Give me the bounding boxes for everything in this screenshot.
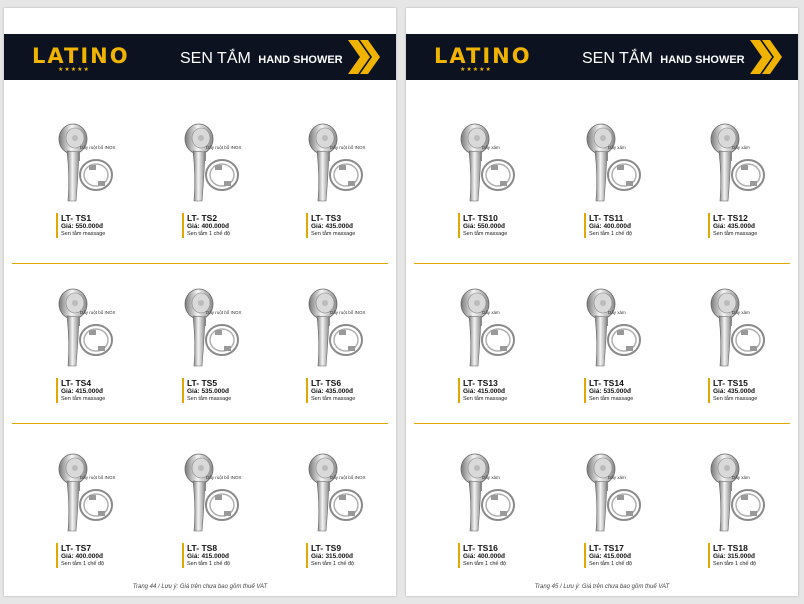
shower-hose-image xyxy=(478,316,518,360)
shower-hose-image xyxy=(202,316,242,360)
product-description: Sen tắm massage xyxy=(311,396,356,402)
product-price: Giá: 435.000đ xyxy=(713,223,755,230)
product-info xyxy=(708,378,757,403)
brand-logo: LATINO xyxy=(434,44,532,68)
product-card[interactable] xyxy=(708,103,798,263)
product-card[interactable] xyxy=(306,268,396,428)
product-price: Giá: 415.000đ xyxy=(61,388,103,395)
product-price: Giá: 415.000đ xyxy=(589,553,631,560)
row-divider xyxy=(414,423,790,424)
product-card[interactable] xyxy=(584,268,694,428)
product-description: Sen tắm massage xyxy=(713,396,758,402)
product-card[interactable] xyxy=(182,268,292,428)
product-description: Sen tắm 1 chế độ xyxy=(187,561,231,567)
product-code: LT- TS4 xyxy=(61,378,92,388)
product-description: Sen tắm massage xyxy=(463,231,508,237)
hose-label: Dây xám xyxy=(732,145,750,150)
product-card[interactable] xyxy=(584,433,694,593)
chevron-right-icon xyxy=(746,38,786,76)
hose-label: Dây ruột bố INOX xyxy=(330,475,366,480)
hose-label: Dây xám xyxy=(608,310,626,315)
product-card[interactable] xyxy=(56,268,166,428)
product-code: LT- TS5 xyxy=(187,378,218,388)
product-info xyxy=(182,213,230,238)
product-card[interactable] xyxy=(306,433,396,593)
header-banner xyxy=(4,34,396,80)
product-description: Sen tắm massage xyxy=(311,231,356,237)
row-divider xyxy=(12,263,388,264)
product-info xyxy=(56,543,104,568)
hose-label: Dây ruột bố INOX xyxy=(330,145,366,150)
shower-hose-image xyxy=(202,151,242,195)
hose-label: Dây ruột bố INOX xyxy=(206,145,242,150)
product-info xyxy=(306,213,355,238)
product-code: LT- TS15 xyxy=(713,378,748,388)
product-info xyxy=(584,543,632,568)
product-price: Giá: 435.000đ xyxy=(311,388,353,395)
section-title-sub: HAND SHOWER xyxy=(258,54,343,66)
product-description: Sen tắm 1 chế độ xyxy=(713,561,757,567)
product-description: Sen tắm massage xyxy=(463,396,508,402)
product-code: LT- TS11 xyxy=(589,213,624,223)
shower-hose-image xyxy=(728,151,768,195)
product-price: Giá: 400.000đ xyxy=(187,223,229,230)
hose-label: Dây xám xyxy=(732,310,750,315)
shower-hose-image xyxy=(76,481,116,525)
product-description: Sen tắm 1 chế độ xyxy=(463,561,507,567)
product-card[interactable] xyxy=(584,103,694,263)
product-info xyxy=(182,378,231,403)
section-title xyxy=(180,50,343,68)
product-price: Giá: 400.000đ xyxy=(463,553,505,560)
product-description: Sen tắm 1 chế độ xyxy=(311,561,355,567)
product-description: Sen tắm massage xyxy=(713,231,758,237)
product-price: Giá: 415.000đ xyxy=(463,388,505,395)
header-banner xyxy=(406,34,798,80)
shower-hose-image xyxy=(326,481,366,525)
product-card[interactable] xyxy=(708,433,798,593)
brand-stars: ★★★★★ xyxy=(58,67,90,73)
page-footer: Trang 45 / Lưu ý: Giá trên chưa bao gồm thuế VAT xyxy=(534,584,670,590)
product-description: Sen tắm 1 chế độ xyxy=(61,561,105,567)
product-price: Giá: 315.000đ xyxy=(311,553,353,560)
shower-hose-image xyxy=(604,151,644,195)
product-description: Sen tắm massage xyxy=(589,396,634,402)
product-price: Giá: 415.000đ xyxy=(187,553,229,560)
product-price: Giá: 400.000đ xyxy=(61,553,103,560)
shower-hose-image xyxy=(326,151,366,195)
hose-label: Dây ruột bố INOX xyxy=(206,475,242,480)
shower-hose-image xyxy=(728,316,768,360)
shower-hose-image xyxy=(728,481,768,525)
shower-hose-image xyxy=(76,316,116,360)
product-info xyxy=(56,213,105,238)
shower-hose-image xyxy=(202,481,242,525)
product-card[interactable] xyxy=(458,268,568,428)
product-description: Sen tắm 1 chế độ xyxy=(187,231,231,237)
product-card[interactable] xyxy=(182,103,292,263)
product-code: LT- TS14 xyxy=(589,378,624,388)
product-price: Giá: 550.000đ xyxy=(61,223,103,230)
product-code: LT- TS3 xyxy=(311,213,342,223)
product-card[interactable] xyxy=(306,103,396,263)
row-divider xyxy=(12,423,388,424)
hose-label: Dây ruột bố INOX xyxy=(80,310,116,315)
hose-label: Dây xám xyxy=(732,475,750,480)
product-code: LT- TS8 xyxy=(187,543,218,553)
hose-label: Dây xám xyxy=(608,145,626,150)
product-info xyxy=(182,543,230,568)
hose-label: Dây xám xyxy=(482,145,500,150)
product-price: Giá: 535.000đ xyxy=(589,388,631,395)
section-title-main: SEN TẮM xyxy=(582,50,653,67)
product-code: LT- TS18 xyxy=(713,543,748,553)
chevron-right-icon xyxy=(344,38,384,76)
hose-label: Dây ruột bố INOX xyxy=(330,310,366,315)
product-price: Giá: 435.000đ xyxy=(311,223,353,230)
product-info xyxy=(306,543,354,568)
shower-hose-image xyxy=(604,316,644,360)
hose-label: Dây xám xyxy=(482,475,500,480)
hose-label: Dây xám xyxy=(608,475,626,480)
hose-label: Dây ruột bố INOX xyxy=(206,310,242,315)
product-code: LT- TS2 xyxy=(187,213,218,223)
product-code: LT- TS7 xyxy=(61,543,92,553)
product-code: LT- TS13 xyxy=(463,378,498,388)
product-info xyxy=(708,543,756,568)
product-card[interactable] xyxy=(182,433,292,593)
product-description: Sen tắm 1 chế độ xyxy=(589,561,633,567)
product-card[interactable] xyxy=(56,103,166,263)
shower-hose-image xyxy=(76,151,116,195)
hose-label: Dây ruột bố INOX xyxy=(80,145,116,150)
product-code: LT- TS10 xyxy=(463,213,498,223)
product-info xyxy=(708,213,757,238)
product-code: LT- TS6 xyxy=(311,378,342,388)
product-info xyxy=(56,378,105,403)
section-title-sub: HAND SHOWER xyxy=(660,54,745,66)
section-title-main: SEN TẮM xyxy=(180,50,251,67)
product-info xyxy=(584,213,632,238)
product-description: Sen tắm massage xyxy=(187,396,232,402)
product-description: Sen tắm massage xyxy=(61,231,106,237)
product-price: Giá: 315.000đ xyxy=(713,553,755,560)
brand-stars: ★★★★★ xyxy=(460,67,492,73)
product-price: Giá: 400.000đ xyxy=(589,223,631,230)
product-description: Sen tắm 1 chế độ xyxy=(589,231,633,237)
product-info xyxy=(458,378,507,403)
product-price: Giá: 535.000đ xyxy=(187,388,229,395)
shower-hose-image xyxy=(604,481,644,525)
product-info xyxy=(458,213,507,238)
product-code: LT- TS16 xyxy=(463,543,498,553)
shower-hose-image xyxy=(326,316,366,360)
product-info xyxy=(584,378,633,403)
product-price: Giá: 550.000đ xyxy=(463,223,505,230)
product-card[interactable] xyxy=(708,268,798,428)
brand-logo: LATINO xyxy=(32,44,130,68)
hose-label: Dây xám xyxy=(482,310,500,315)
shower-hose-image xyxy=(478,481,518,525)
catalog-page-1 xyxy=(4,8,396,596)
product-card[interactable] xyxy=(458,433,568,593)
product-code: LT- TS9 xyxy=(311,543,342,553)
row-divider xyxy=(414,263,790,264)
section-title xyxy=(582,50,745,68)
catalog-page-2 xyxy=(406,8,798,596)
product-description: Sen tắm massage xyxy=(61,396,106,402)
hose-label: Dây ruột bố INOX xyxy=(80,475,116,480)
product-price: Giá: 435.000đ xyxy=(713,388,755,395)
product-code: LT- TS1 xyxy=(61,213,92,223)
product-card[interactable] xyxy=(458,103,568,263)
product-info xyxy=(306,378,355,403)
product-info xyxy=(458,543,506,568)
shower-hose-image xyxy=(478,151,518,195)
product-code: LT- TS17 xyxy=(589,543,624,553)
product-card[interactable] xyxy=(56,433,166,593)
product-code: LT- TS12 xyxy=(713,213,748,223)
page-footer: Trang 44 / Lưu ý: Giá trên chưa bao gồm thuế VAT xyxy=(132,584,268,590)
